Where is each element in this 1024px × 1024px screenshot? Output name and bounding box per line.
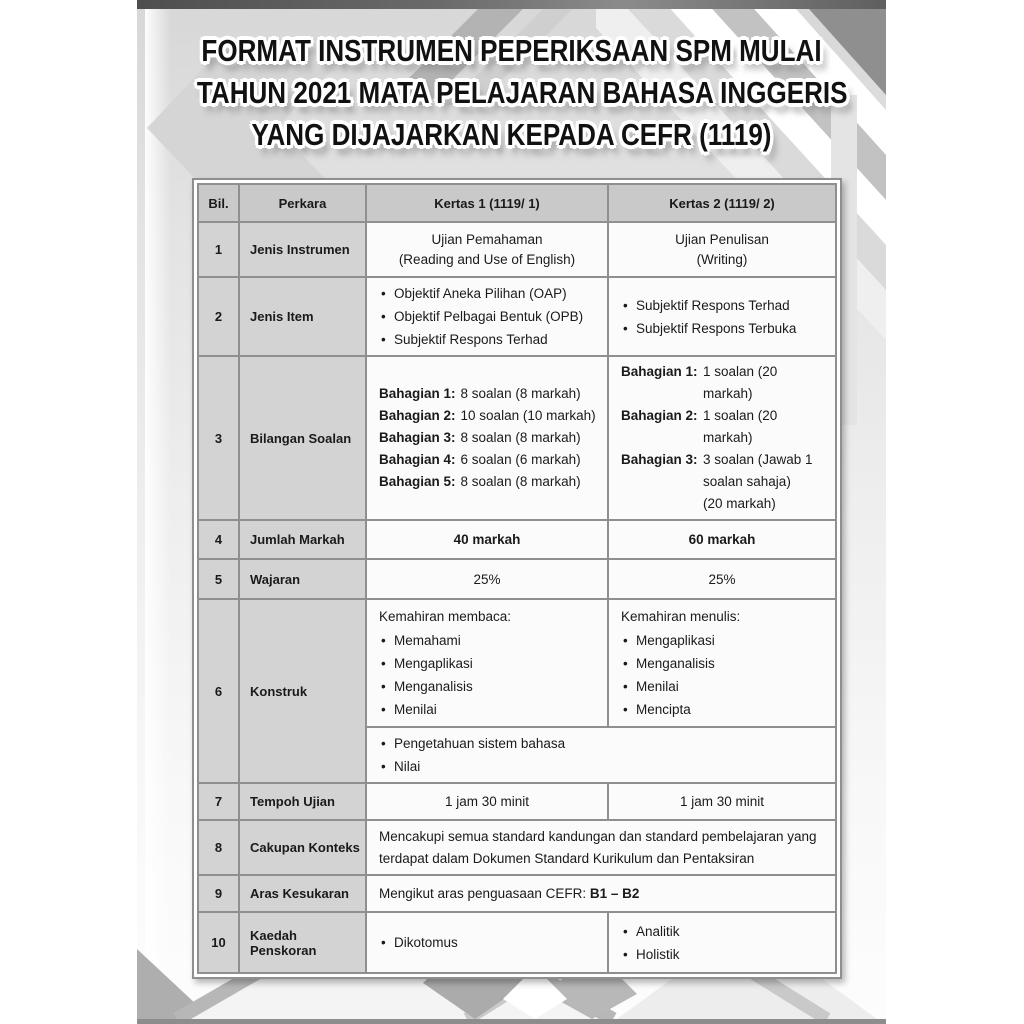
cell-perkara: Cakupan Konteks (239, 820, 366, 875)
bullet-item: • Nilai (379, 755, 827, 778)
title-line-2: TAHUN 2021 MATA PELAJARAN BAHASA INGGERIS (196, 75, 848, 110)
cell-perkara: Konstruk (239, 599, 366, 783)
bahagian-text: 8 soalan (8 markah) (460, 430, 581, 445)
text-line: Ujian Pemahaman (431, 231, 543, 247)
bullet-item: • Mengaplikasi (379, 652, 599, 675)
bullet-item: • Mencipta (621, 698, 827, 721)
header-perkara: Perkara (239, 184, 366, 222)
cell-perkara: Wajaran (239, 559, 366, 599)
bahagian-text: 10 soalan (10 markah) (460, 408, 596, 423)
construct-intro: Kemahiran membaca: (379, 609, 512, 624)
page-title (137, 30, 886, 156)
cell-kertas1: 25% (366, 559, 608, 599)
bullet-item: • Menilai (621, 675, 827, 698)
bahagian-text: 3 soalan (Jawab 1 soalan sahaja) (20 markah) (703, 452, 813, 511)
bahagian-label: Bahagian 1: (379, 386, 456, 401)
cell-bil: 6 (198, 599, 239, 783)
bahagian-text: 8 soalan (8 markah) (460, 474, 581, 489)
header-kertas1: Kertas 1 (1119/ 1) (366, 184, 608, 222)
cell-perkara: Kaedah Penskoran (239, 912, 366, 973)
bullet-item: • Dikotomus (379, 931, 599, 954)
bullet-item: • Objektif Aneka Pilihan (OAP) (379, 282, 599, 305)
bahagian-line (379, 449, 599, 471)
construct-intro: Kemahiran menulis: (621, 609, 741, 624)
cell-perkara: Bilangan Soalan (239, 356, 366, 520)
cell-kertas2 (608, 277, 836, 356)
cell-perkara: Aras Kesukaran (239, 875, 366, 912)
cell-kertas1 (366, 277, 608, 356)
cell-bil: 1 (198, 222, 239, 277)
cell-bil: 8 (198, 820, 239, 875)
bahagian-label: Bahagian 3: (379, 430, 456, 445)
bullet-item: • Menilai (379, 698, 599, 721)
cell-bil: 3 (198, 356, 239, 520)
bahagian-text: 1 soalan (20 markah) (703, 408, 778, 445)
cell-kertas1 (366, 356, 608, 520)
poster-content (137, 0, 886, 1024)
cell-kertas1: 40 markah (366, 520, 608, 559)
cell-kertas1 (366, 912, 608, 973)
bullet-item: • Holistik (621, 943, 827, 966)
text-line: Ujian Penulisan (675, 231, 769, 247)
deco-top-dark-bar (137, 0, 886, 9)
bahagian-text: 1 soalan (20 markah) (703, 364, 778, 401)
header-kertas2: Kertas 2 (1119/ 2) (608, 184, 836, 222)
bahagian-text: 8 soalan (8 markah) (460, 386, 581, 401)
cell-kertas2 (608, 356, 836, 520)
cell-perkara: Tempoh Ujian (239, 783, 366, 820)
bullet-item: • Subjektif Respons Terhad (621, 294, 827, 317)
cell-bil: 4 (198, 520, 239, 559)
bahagian-label: Bahagian 4: (379, 452, 456, 467)
bahagian-line (379, 427, 599, 449)
table-row (198, 356, 836, 520)
bahagian-label: Bahagian 2: (379, 408, 456, 423)
deco-bottom-dark-line (137, 1019, 886, 1024)
cell-merged (366, 820, 836, 875)
bullet-item: • Objektif Pelbagai Bentuk (OPB) (379, 305, 599, 328)
cell-kertas2 (608, 912, 836, 973)
table-row (198, 820, 836, 875)
bahagian-label: Bahagian 2: (621, 408, 698, 423)
table-row (198, 875, 836, 912)
table-row (198, 783, 836, 820)
bullet-item: • Menganalisis (379, 675, 599, 698)
cell-kertas2: 1 jam 30 minit (608, 783, 836, 820)
cefr-level: B1 – B2 (589, 886, 640, 901)
bullet-item: • Subjektif Respons Terhad (379, 328, 599, 351)
bullet-item: • Subjektif Respons Terbuka (621, 317, 827, 340)
cell-kertas2: 25% (608, 559, 836, 599)
cell-bil: 10 (198, 912, 239, 973)
text-line: (Writing) (696, 251, 748, 267)
bahagian-text: 6 soalan (6 markah) (460, 452, 581, 467)
cell-bil: 5 (198, 559, 239, 599)
cell-kertas2 (608, 222, 836, 277)
bullet-item: • Menganalisis (621, 652, 827, 675)
cell-perkara: Jenis Item (239, 277, 366, 356)
table-header-row (198, 184, 836, 222)
bullet-item: • Analitik (621, 920, 827, 943)
title-line-3: YANG DIJAJARKAN KEPADA CEFR (1119) (251, 117, 772, 152)
header-bil: Bil. (198, 184, 239, 222)
cell-perkara: Jumlah Markah (239, 520, 366, 559)
cell-kertas1: 1 jam 30 minit (366, 783, 608, 820)
table-row (198, 559, 836, 599)
bahagian-line (379, 383, 599, 405)
bullet-item: • Mengaplikasi (621, 629, 827, 652)
bahagian-line (621, 361, 827, 405)
table-row (198, 222, 836, 277)
bahagian-line (621, 449, 827, 515)
cell-bil: 2 (198, 277, 239, 356)
cell-kertas2: 60 markah (608, 520, 836, 559)
bullet-item: • Memahami (379, 629, 599, 652)
merged-text: Mencakupi semua standard kandungan dan standard pembelajaran yang terdapat dalam Dokumen Standard Kurikulum dan Pentaksiran (379, 828, 817, 866)
bullet-item: • Pengetahuan sistem bahasa (379, 732, 827, 755)
cell-kertas1 (366, 599, 608, 727)
cell-kertas2 (608, 599, 836, 727)
format-table (197, 183, 837, 974)
bahagian-line (379, 471, 599, 493)
merged-text-prefix: Mengikut aras penguasaan CEFR: (379, 886, 590, 901)
cell-perkara: Jenis Instrumen (239, 222, 366, 277)
bahagian-line (379, 405, 599, 427)
cell-bil: 9 (198, 875, 239, 912)
title-line-1: FORMAT INSTRUMEN PEPERIKSAAN SPM MULAI (201, 33, 822, 68)
bahagian-label: Bahagian 3: (621, 452, 698, 467)
cell-merged (366, 875, 836, 912)
bahagian-line (621, 405, 827, 449)
cell-bil: 7 (198, 783, 239, 820)
table-row (198, 520, 836, 559)
bahagian-label: Bahagian 1: (621, 364, 698, 379)
cell-kertas1 (366, 222, 608, 277)
bahagian-label: Bahagian 5: (379, 474, 456, 489)
table-row (198, 599, 836, 727)
cell-merged-konstruk (366, 727, 836, 783)
table-row (198, 912, 836, 973)
table-row (198, 277, 836, 356)
text-line: (Reading and Use of English) (398, 251, 576, 267)
format-table-frame (192, 178, 842, 979)
